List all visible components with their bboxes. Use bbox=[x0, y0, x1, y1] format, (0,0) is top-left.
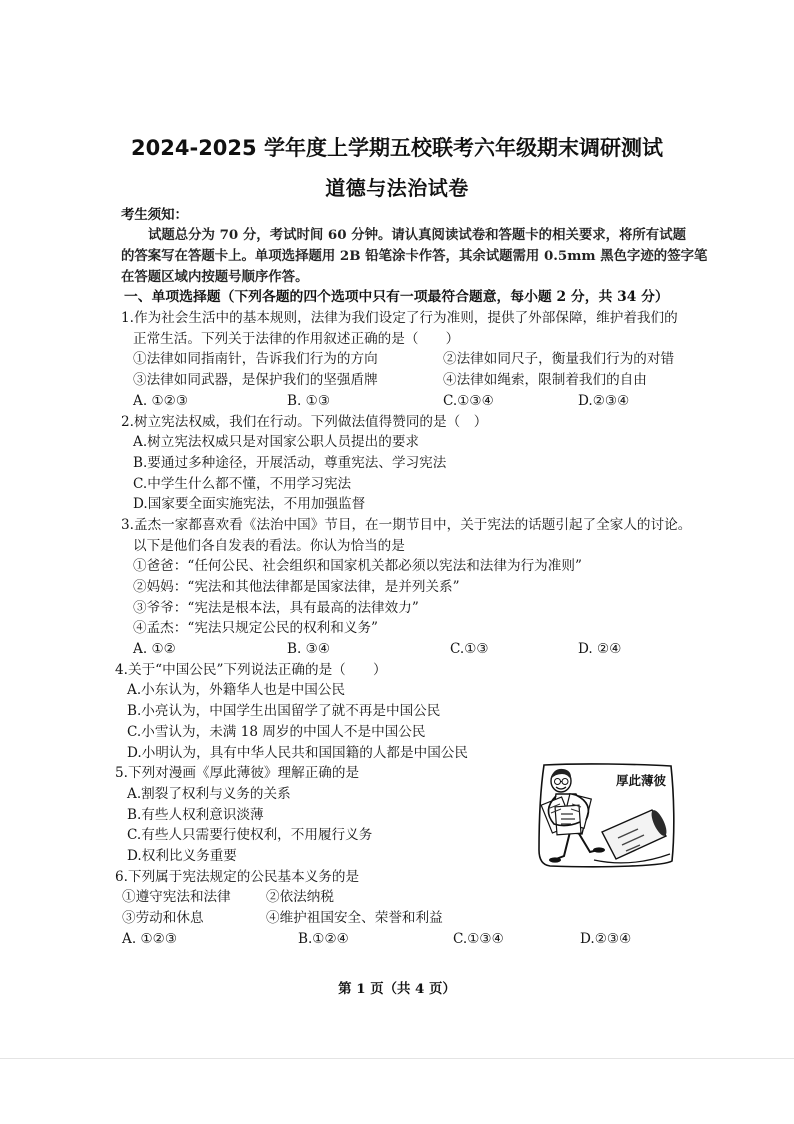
question-6-option-b: B.①②④ bbox=[298, 930, 349, 947]
cartoon-man-head bbox=[551, 769, 571, 792]
question-2-option-b: B.要通过多种途径，开展活动，尊重宪法、学习宪法 bbox=[133, 454, 447, 471]
question-1-statement-3: ③法律如同武器，是保护我们的坚强盾牌 bbox=[133, 372, 378, 389]
cartoon-figure bbox=[536, 762, 677, 872]
question-4-option-d: D.小明认为，具有中华人民共和国国籍的人都是中国公民 bbox=[127, 744, 468, 761]
exam-subtitle: 道德与法治试卷 bbox=[325, 176, 469, 200]
page-number: 第 1 页（共 4 页） bbox=[338, 981, 456, 997]
question-5-option-b: B.有些人权利意识淡薄 bbox=[127, 806, 264, 823]
question-1-option-d: D.②③④ bbox=[578, 392, 630, 409]
question-6-statement-4: ④维护祖国安全、荣誉和利益 bbox=[266, 910, 443, 927]
question-1-option-c: C.①③④ bbox=[443, 392, 494, 409]
page-bottom-line bbox=[0, 1058, 794, 1059]
question-3-statement-4: ④孟杰：“宪法只规定公民的权利和义务” bbox=[133, 620, 378, 637]
question-6-statements-row-1 bbox=[0, 887, 794, 908]
question-6-statements-row-2 bbox=[0, 908, 794, 929]
question-6-option-d: D.②③④ bbox=[580, 930, 632, 947]
question-5-option-d: D.权利比义务重要 bbox=[127, 847, 237, 864]
question-1-stem: 1.作为社会生活中的基本规则，法律为我们设定了行为准则，提供了外部保障，维护着我们的 bbox=[121, 310, 678, 327]
question-4-option-a: A.小东认为，外籍华人也是中国公民 bbox=[127, 682, 346, 699]
question-3-option-b: B. ③④ bbox=[287, 641, 331, 658]
question-3-statement-2: ②妈妈：“宪法和其他法律都是国家法律，是并列关系” bbox=[133, 579, 460, 596]
section-heading: 一、单项选择题（下列各题的四个选项中只有一项最符合题意，每小题 2 分，共 34 分） bbox=[124, 289, 669, 306]
question-5-option-a: A.割裂了权利与义务的关系 bbox=[127, 785, 291, 802]
question-1-option-a: A. ①②③ bbox=[133, 392, 189, 409]
notice-line-3: 在答题区域内按题号顺序作答。 bbox=[121, 268, 309, 285]
question-6-option-c: C.①③④ bbox=[453, 930, 504, 947]
notice-line-1: 试题总分为 70 分，考试时间 60 分钟。请认真阅读试卷和答题卡的相关要求，将所有试题 bbox=[148, 227, 686, 244]
question-3-statement-3: ③爷爷：“宪法是根本法，具有最高的法律效力” bbox=[133, 599, 419, 616]
question-5-stem: 5.下列对漫画《厚此薄彼》理解正确的是 bbox=[115, 765, 360, 782]
question-1-option-b: B. ①③ bbox=[287, 392, 331, 409]
question-3-option-d: D. ②④ bbox=[578, 641, 622, 658]
question-4-option-b: B.小亮认为，中国学生出国留学了就不再是中国公民 bbox=[127, 703, 441, 720]
question-2-stem: 2.树立宪法权威，我们在行动。下列做法值得赞同的是（ ） bbox=[121, 413, 488, 430]
question-3-stem: 3.孟杰一家都喜欢看《法治中国》节目，在一期节目中，关于宪法的话题引起了全家人的讨论。 bbox=[121, 516, 692, 533]
question-3-statement-1: ①爸爸：“任何公民、社会组织和国家机关都必须以宪法和法律为行为准则” bbox=[133, 558, 582, 575]
question-1-statement-4: ④法律如绳索，限制着我们的自由 bbox=[443, 372, 647, 389]
cartoon-title: 厚此薄彼 bbox=[616, 773, 667, 788]
exam-title: 2024-2025 学年度上学期五校联考六年级期末调研测试 bbox=[131, 136, 663, 160]
question-2-option-d: D.国家要全面实施宪法，不用加强监督 bbox=[133, 496, 366, 513]
question-3-stem-continued: 以下是他们各自发表的看法。你认为恰当的是 bbox=[133, 537, 405, 554]
question-6-statement-2: ②依法纳税 bbox=[266, 889, 334, 906]
question-1-options-row bbox=[0, 391, 794, 412]
question-6-statement-3: ③劳动和休息 bbox=[122, 910, 204, 927]
question-3-option-a: A. ①② bbox=[133, 641, 176, 658]
question-1-statement-2: ②法律如同尺子，衡量我们行为的对错 bbox=[443, 351, 675, 368]
question-3-options-row bbox=[0, 639, 794, 660]
notice-line-2: 的答案写在答题卡上。单项选择题用 2B 铅笔涂卡作答，其余试题需用 0.5mm 黑色字迹的签字笔 bbox=[121, 248, 708, 265]
question-1-stem-continued: 正常生活。下列关于法律的作用叙述正确的是（ ） bbox=[133, 330, 460, 347]
question-6-options-row bbox=[0, 929, 794, 950]
question-1-statements-row-2 bbox=[0, 370, 794, 391]
question-1-statements-row-1 bbox=[0, 349, 794, 370]
notice-label: 考生须知： bbox=[121, 206, 188, 223]
question-4-stem: 4.关于“中国公民”下列说法正确的是（ ） bbox=[115, 661, 387, 678]
question-6-stem: 6.下列属于宪法规定的公民基本义务的是 bbox=[115, 868, 360, 885]
question-3-option-c: C.①③ bbox=[450, 641, 489, 658]
question-6-statement-1: ①遵守宪法和法律 bbox=[122, 889, 231, 906]
question-2-option-a: A.树立宪法权威只是对国家公职人员提出的要求 bbox=[133, 434, 420, 451]
question-1-statement-1: ①法律如同指南针，告诉我们行为的方向 bbox=[133, 351, 378, 368]
question-6-option-a: A. ①②③ bbox=[122, 930, 178, 947]
question-4-option-c: C.小雪认为，未满 18 周岁的中国人不是中国公民 bbox=[127, 723, 426, 740]
question-5-option-c: C.有些人只需要行使权利，不用履行义务 bbox=[127, 827, 373, 844]
question-2-option-c: C.中学生什么都不懂，不用学习宪法 bbox=[133, 475, 352, 492]
